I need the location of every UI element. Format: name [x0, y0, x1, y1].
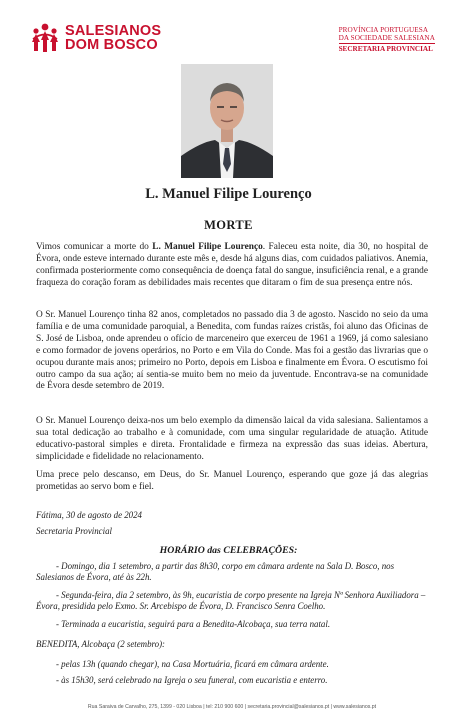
paragraph-2: O Sr. Manuel Lourenço tinha 82 anos, completados no passado dia 3 de agosto. Nascido no seio da uma família e de uma comunidade paroquial, a Benedita, com fundas raízes cristãs, foi aluno das Oficinas de S. José de Lisboa, onde aprendeu o ofício de marceneiro que exerceu de 1961 a 1969, já como salesiano e como formador de jovens operários, no Porto e em Vila do Conde. Mas foi a gestão das livrarias que o ocupou durante mais anos; primeiro no Porto, depois em Lisboa e finalmente em Évora. O escutismo foi outro campo da sua ação; aí sentia-se muito bem no meio da juventude. Encontrava-se na comunidade de Évora desde setembro de 2019. — [36, 310, 428, 392]
signature: Secretaria Provincial — [36, 526, 112, 536]
schedule-title: HORÁRIO das CELEBRAÇÕES: — [159, 545, 298, 556]
logo-wordmark — [65, 24, 161, 52]
notice-heading: MORTE — [204, 218, 253, 232]
footer-contact: Rua Saraiva de Carvalho, 275, 1399 - 020 Lisboa | tel: 210 900 600 | secretaria.provincial@salesianos.pt | www.salesianos.pt — [87, 704, 377, 710]
benedita-item: - pelas 13h (quando chegar), na Casa Mortuária, ficará em câmara ardente. — [56, 659, 329, 669]
portrait-image — [181, 64, 273, 178]
logo-line-1: SALESIANOS — [65, 23, 162, 39]
benedita-item: - às 15h30, será celebrado na Igreja o seu funeral, com eucaristia e enterro. — [56, 675, 328, 685]
p1-rest: . Faleceu esta noite, dia 30, no hospital de Évora, onde esteve internado durante este mês e, desde há alguns dias, com cuidados paliativos. Anemia, confirmada posteriormente como consequência de doença fatal do sangue, insuficiência renal, e a grande fraqueza do coração foram as debilidades mais recentes que ditaram o fim de sua presença entre nós. — [36, 242, 429, 288]
schedule-item: - Domingo, dia 1 setembro, a partir das 8h30, corpo em câmara ardente na Sala D. Bosco, nos Salesianos de Évora, até às 22h. — [36, 561, 395, 583]
schedule-item: - Segunda-feira, dia 2 setembro, às 9h, eucaristia de corpo presente na Igreja Nª Senhora Auxiliadora – Évora, presidida pelo Exmo. Sr. Arcebispo de Évora, D. Francisco Senra Coelho. — [36, 590, 426, 612]
salesianos-emblem-icon — [30, 22, 60, 54]
benedita-title: BENEDITA, Alcobaça (2 setembro): — [36, 639, 165, 649]
schedule-item: - Terminada a eucaristia, seguirá para a Benedita-Alcobaça, sua terra natal. — [56, 619, 331, 629]
paragraph-3: O Sr. Manuel Lourenço deixa-nos um belo exemplo da dimensão laical da vida salesiana. Salientamos a sua total dedicação ao trabalho e à comunidade, com uma singular regularidade de atuação. Atitude educativo-pastoral simples e direta. Frontalidade e firmeza na expressão das suas ideias. Abertura, simplicidade e fidelidade no relacionamento. — [36, 416, 428, 462]
logo-line-2: DOM BOSCO — [65, 37, 158, 53]
date-line: Fátima, 30 de agosto de 2024 — [36, 510, 142, 520]
province-block — [339, 26, 435, 54]
salesianos-logo — [30, 22, 161, 54]
p1-name-bold: L. Manuel Filipe Lourenço — [152, 242, 263, 252]
paragraph-1 — [36, 242, 428, 290]
province-line-3: SECRETARIA PROVINCIAL — [339, 43, 435, 54]
portrait-photo — [181, 64, 273, 178]
province-line-2: DA SOCIEDADE SALESIANA — [338, 34, 435, 42]
province-line-1: PROVÍNCIA PORTUGUESA — [338, 26, 429, 34]
p1-start: Vimos comunicar a morte do — [36, 242, 153, 252]
paragraph-4: Uma prece pelo descanso, em Deus, do Sr. Manuel Lourenço, esperando que goze já das alegrias prometidas ao servo bom e fiel. — [36, 470, 428, 492]
deceased-name: L. Manuel Filipe Lourenço — [145, 186, 312, 202]
letterhead — [0, 0, 457, 62]
